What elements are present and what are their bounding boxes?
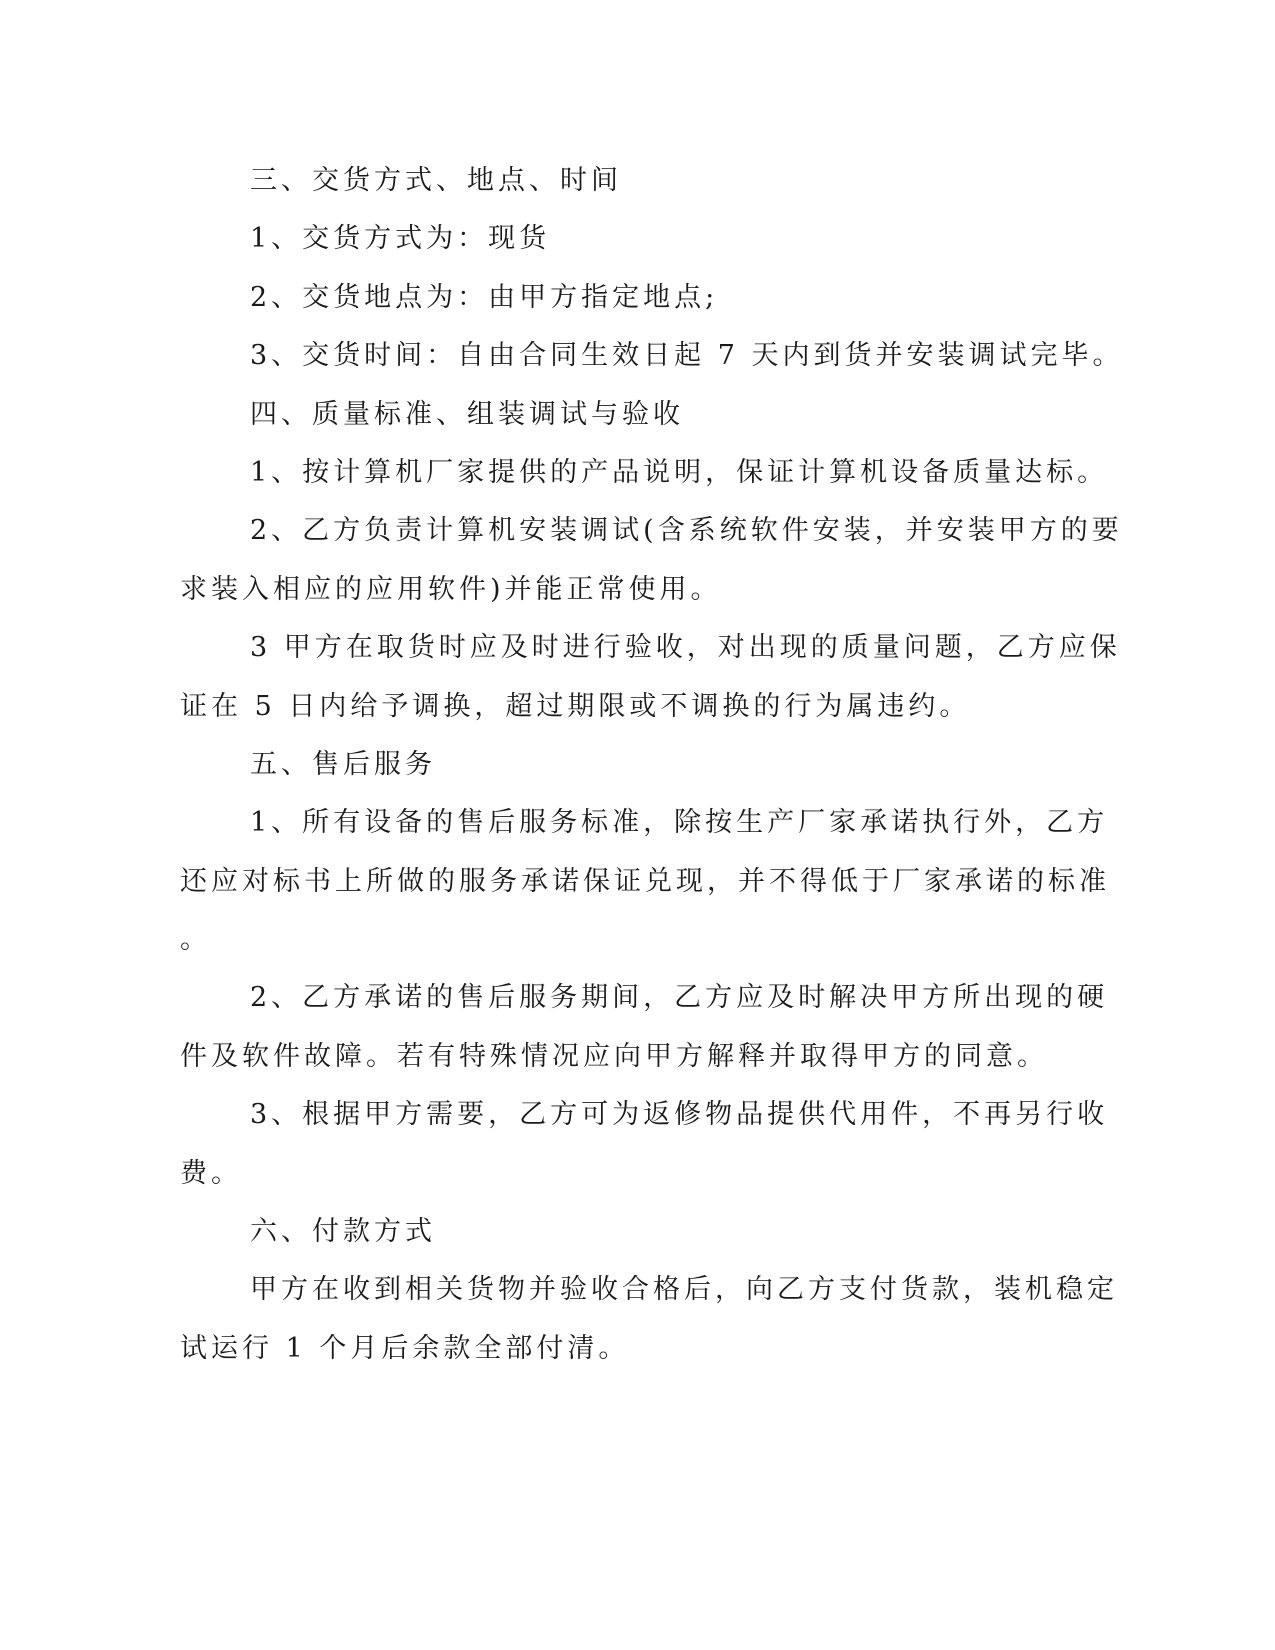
paragraph-line: 3、根据甲方需要，乙方可为返修物品提供代用件，不再另行收 <box>250 1099 1109 1131</box>
paragraph-line: 甲方在收到相关货物并验收合格后，向乙方支付货款，装机稳定 <box>250 1274 1118 1306</box>
paragraph-line: 试运行 1 个月后余款全部付清。 <box>180 1332 630 1364</box>
paragraph-line: 1、交货方式为：现货 <box>250 223 551 255</box>
paragraph-line: 2、乙方承诺的售后服务期间，乙方应及时解决甲方所出现的硬 <box>250 982 1109 1014</box>
section-heading-delivery: 三、交货方式、地点、时间 <box>250 165 622 196</box>
section-heading-quality: 四、质量标准、组装调试与验收 <box>250 398 684 430</box>
section-heading-payment: 六、付款方式 <box>250 1216 436 1248</box>
paragraph-line: 证在 5 日内给予调换，超过期限或不调换的行为属违约。 <box>180 690 971 722</box>
paragraph-line: 件及软件故障。若有特殊情况应向甲方解释并取得甲方的同意。 <box>180 1040 1048 1072</box>
paragraph-line: 1、按计算机厂家提供的产品说明，保证计算机设备质量达标。 <box>250 456 1109 488</box>
paragraph-line: 费。 <box>180 1157 242 1189</box>
paragraph-line: 3 甲方在取货时应及时进行验收，对出现的质量问题，乙方应保 <box>250 632 1121 664</box>
paragraph-line: 3、交货时间：自由合同生效日起 7 天内到货并安装调试完毕。 <box>250 340 1124 372</box>
section-heading-after-sales: 五、售后服务 <box>250 748 436 780</box>
paragraph-line: 2、交货地点为：由甲方指定地点; <box>250 281 719 313</box>
paragraph-line: 。 <box>180 924 211 956</box>
paragraph-line: 1、所有设备的售后服务标准，除按生产厂家承诺执行外，乙方 <box>250 807 1109 839</box>
paragraph-line: 2、乙方负责计算机安装调试(含系统软件安装，并安装甲方的要 <box>250 515 1123 547</box>
paragraph-line: 还应对标书上所做的服务承诺保证兑现，并不得低于厂家承诺的标准 <box>180 865 1110 897</box>
document-body <box>180 152 1124 1378</box>
paragraph-line: 求装入相应的应用软件)并能正常使用。 <box>180 573 722 605</box>
